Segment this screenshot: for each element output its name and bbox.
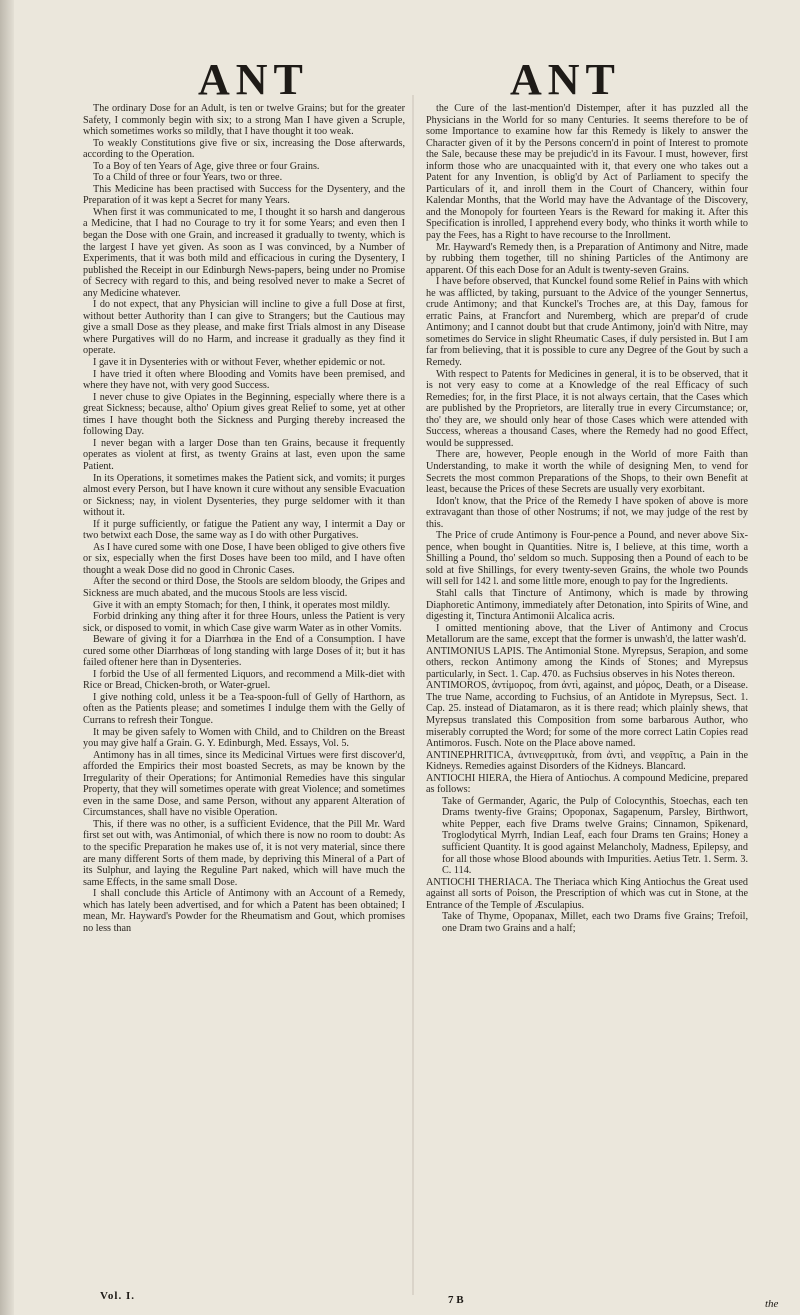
right-column (426, 103, 748, 1283)
paragraph: There are, however, People enough in the World of more Faith than Understanding, to make it worth the while of designing Men, to vend for Secrets the most common Preparations of the Shops, to their own Benefit at least, because the Prices of these Secrets are usually very exorbitant. (426, 449, 748, 496)
entry-antinephritica: ANTINEPHRITICA, ἀντινεφριτικὰ, from ἀντὶ, and νεφρῖτις, a Pain in the Kidneys. Remedies against Disorders of the Kidneys. Blancard. (426, 749, 748, 773)
entry-antimonius-lapis: ANTIMONIUS LAPIS. The Antimonial Stone. Myrepsus, Serapion, and some others, reckon Antimony among the Kinds of Stones; and Myrepsus particularly, in Sect. 1. Cap. 470. as Fuchsius observes in his Notes thereon. (426, 645, 748, 680)
paragraph: I omitted mentioning above, that the Liver of Antimony and Crocus Metallorum are the same, except that the former is unwash'd, the latter wash'd. (426, 622, 748, 646)
paragraph: I never chuse to give Opiates in the Beginning, especially where there is a great Sickness; because, altho' Opium gives great Relief to some, yet at other times I have thought both the Sickness and Purging thereby increased the following Day. (83, 391, 405, 438)
paragraph: In its Operations, it sometimes makes the Patient sick, and vomits; it purges almost every Person, but I have known it cure without any sensible Evacuation or Sickness; nay, in violent Dysenteries, they purge seldomer with it than without it. (83, 472, 405, 519)
column-gutter (412, 95, 414, 1295)
paragraph: The ordinary Dose for an Adult, is ten or twelve Grains; but for the greater Safety, I commonly begin with six; to a strong Man I have given a Scruple, which sometimes works so mildly, that I have thought it too weak. (83, 103, 405, 138)
paragraph: Beware of giving it for a Diarrhœa in the End of a Consumption. I have cured some other Diarrhœas of long standing with large Doses of it; but it has failed oftener here than in Dysenteries. (83, 634, 405, 669)
paragraph: To a Child of three or four Years, two or three. (93, 172, 283, 184)
paragraph: After the second or third Dose, the Stools are seldom bloody, the Gripes and Sickness are much abated, and the mucous Stools are less viscid. (83, 576, 405, 599)
entry-antiochi-theriaca: ANTIOCHI THERIACA. The Theriaca which King Antiochus the Great used against all sorts of Poison, the Prescription of which was cut in Stone, at the Entrance of the Temple of Æsculapius. (426, 876, 748, 911)
paragraph: Antimony has in all times, since its Medicinal Virtues were first discover'd, afforded the Empirics their most boasted Secrets, as may be known by the Irregularity of their Operations; for Antimonial Remedies have this singular Property, that they will sometimes operate with great Violence; and sometimes even in the same Dose, and same Person, without any apparent Alteration of Circumstances, shall have no visible Operation. (83, 749, 405, 819)
left-column (83, 103, 405, 1283)
paragraph: This Medicine has been practised with Success for the Dysentery, and the Preparation of it was kept a Secret for many Years. (83, 183, 405, 207)
recipe-paragraph: Take of Thyme, Opopanax, Millet, each two Drams five Grains; Trefoil, one Dram two Grains and a half; (442, 911, 748, 934)
paragraph: I have before observed, that Kunckel found some Relief in Pains with which he was afflicted, by taking, pursuant to the Advice of the younger Sennertus, crude Antimony; and that Kunckel's Troches are, at this Day, famous for erratic Pains, at Francfort and Nuremberg, which are prepar'd of crude Antimony; and I cannot doubt but that crude Antimony, join'd with Nitre, may sometimes do Service in slight Rheumatic Cases, if duly persisted in. But I am far from believing, that it is possible to cure any Degree of the Gout by such a Remedy. (426, 276, 748, 369)
paragraph: With respect to Patents for Medicines in general, it is to be observed, that it is not very easy to come at a Knowledge of the real Efficacy of such Remedies; for, in the first Place, it is not always certain, that the Cases which are published by the Proprietors, are literally true in every Circumstance; or, tho' they are, we should only hear of those Cases which were attended with Success, whereas a thousand Cases, where the Remedy had no good Effect, would be suppressed. (426, 368, 748, 449)
paragraph: As I have cured some with one Dose, I have been obliged to give others five or six, especially when the first Doses have been too mild, and I have often thought a weak Dose did no good in Chronic Cases. (83, 541, 405, 576)
paragraph: This, if there was no other, is a sufficient Evidence, that the Pill Mr. Ward first set out with, was Antimonial, of which there is now no room to doubt: As to the specific Preparation he makes use of, it is not very material, since there are many different Sorts of them made, by depriving this Mineral of a Part of its Sulphur, and laying the Reguline Part naked, which will have much the same Effects, in the same small Dose. (83, 818, 405, 888)
signature-mark: 7 B (448, 1294, 464, 1306)
entry-antimoros: ANTIMOROS, ἀντίμορος, from ἀντὶ, against, and μόρος, Death, or a Disease. The true Name, according to Fuchsius, of an Antidote in Myrepsus, Sect. 1. Cap. 25. instead of Diatamaron, as it is there read; which plainly shews, that Myrepsus translated this Composition from some barbarous Author, who miserably corrupted the Word; for some of the more correct Latin Copies read Antimoros. Fusch. Note on the Place above named. (426, 680, 748, 750)
page-edge-shadow (0, 0, 14, 1315)
paragraph: Forbid drinking any thing after it for three Hours, unless the Patient is very sick, or disposed to vomit, in which Case give warm Water as in other Vomits. (83, 611, 405, 634)
paragraph: To weakly Constitutions give five or six, increasing the Dose afterwards, according to the Operation. (83, 137, 405, 161)
running-head-left: ANT (198, 55, 309, 104)
paragraph: I do not expect, that any Physician will incline to give a full Dose at first, without better Authority than I can give to Strangers; but the Cautious may give a small Dose as they please, and make first Trials almost in any Disease where Purgatives will do no Harm, and increase it gradually as they find it operate. (83, 299, 405, 357)
paragraph: Stahl calls that Tincture of Antimony, which is made by throwing Diaphoretic Antimony, immediately after Detonation, into Spirits of Wine, and digesting it, Tinctura Antimonii Alcalica acris. (426, 587, 748, 623)
paragraph: The Price of crude Antimony is Four-pence a Pound, and never above Six-pence, when bought in Quantities. Nitre is, I believe, at this time, worth a Shilling a Pound, tho' seldom so much. Supposing then a Pound of each to be sold at five Shillings, for every twenty-seven Grains, the whole two Pounds will sell for 142 l. and some little more, enough to pay for the Ingredients. (426, 530, 748, 588)
catchword: the (765, 1298, 779, 1310)
paragraph: To a Boy of ten Years of Age, give three or four Grains. (93, 160, 320, 172)
paragraph: It may be given safely to Women with Child, and to Children on the Breast you may give half a Grain. G. Y. Edinburgh, Med. Essays, Vol. 5. (83, 726, 405, 750)
entry-antiochi-hiera: ANTIOCHI HIERA, the Hiera of Antiochus. A compound Medicine, prepared as follows: (426, 772, 748, 796)
paragraph: Idon't know, that the Price of the Remedy I have spoken of above is more extravagant than those of other Nostrums; if not, we may judge of the rest by this. (426, 495, 748, 530)
paragraph: I forbid the Use of all fermented Liquors, and recommend a Milk-diet with Rice or Bread, Chicken-broth, or Water-gruel. (83, 668, 405, 692)
paragraph: the Cure of the last-mention'd Distemper, after it has puzzled all the Physicians in the World for so many Centuries. It seems therefore to be of some Importance to examine how far this Remedy is likely to answer the Character given of it by the Persons concern'd in point of Interest to promote the Sale, because these may be prejudic'd in its Favour. I must, however, first inform those who are unacquainted with it, that every one who takes out a Patent for any Invention, is oblig'd by Act of Parliament to specify the Particulars of it, and inroll them in the Court of Chancery, within four Kalendar Months, that the World may have the Advantage of the Discovery, and the Monopoly for fourteen Years is the Reward for making it. After this Specification is inrolled, I apprehend every body, who thinks it worth while to pay the Fees, has a Right to have recourse to the Inrollment. (426, 103, 748, 242)
paragraph: When first it was communicated to me, I thought it so harsh and dangerous a Medicine, that I had no Courage to try it for some Years; and even then I began the Dose with one Grain, and increased it gradually to twenty, which is the largest I have yet given. As soon as I was convinced, by a Number of Experiments, that it was both mild and efficacious in curing the Dysentery, I published the Receipt in our Edinburgh News-papers, being under no Promise of Secrecy with regard to this, and being resolved never to make a Secret of any Medicine whatever. (83, 206, 405, 299)
volume-label: Vol. I. (100, 1290, 136, 1302)
paragraph: I gave it in Dysenteries with or without Fever, whether epidemic or not. (93, 357, 386, 369)
paragraph: Mr. Hayward's Remedy then, is a Preparation of Antimony and Nitre, made by rubbing them together, till no shining Particles of the Antimony are apparent. Of this each Dose for an Adult is twenty-seven Grains. (426, 241, 748, 276)
paragraph: I never began with a larger Dose than ten Grains, because it frequently operates as violent at first, as twenty Grains at last, even upon the same Patient. (83, 437, 405, 472)
recipe-paragraph: Take of Germander, Agaric, the Pulp of Colocynthis, Stoechas, each ten Drams twenty-five Grains; Opoponax, Sagapenum, Parsley, Birthwort, white Pepper, each five Drams twelve Grains; Cinnamon, Spikenard, Troglodytical Myrrh, Indian Leaf, each four Drams ten Grains; Honey a sufficient Quantity. It is good against Melancholy, Madness, Epilepsy, and for all those whose Blood abounds with Impurities. Aetius Tetr. 1. Serm. 3. C. 114. (442, 795, 748, 877)
paragraph: I shall conclude this Article of Antimony with an Account of a Remedy, which has lately been advertised, and for which a Patent has been obtained; I mean, Mr. Hayward's Powder for the Rheumatism and Gout, which promises no less than (83, 888, 405, 934)
paragraph: I have tried it often where Blooding and Vomits have been premised, and where they have not, with very good Success. (83, 368, 405, 392)
paragraph: Give it with an empty Stomach; for then, I think, it operates most mildly. (93, 599, 390, 611)
running-head-right: ANT (510, 55, 621, 104)
paragraph: I give nothing cold, unless it be a Tea-spoon-full of Gelly of Harthorn, as often as the Patients please; and sometimes I indulge them with the Gelly of Currans to refresh their Tongue. (83, 691, 405, 726)
paragraph: If it purge sufficiently, or fatigue the Patient any way, I intermit a Day or two betwixt each Dose, the same way as I do with other Purgatives. (83, 518, 405, 542)
